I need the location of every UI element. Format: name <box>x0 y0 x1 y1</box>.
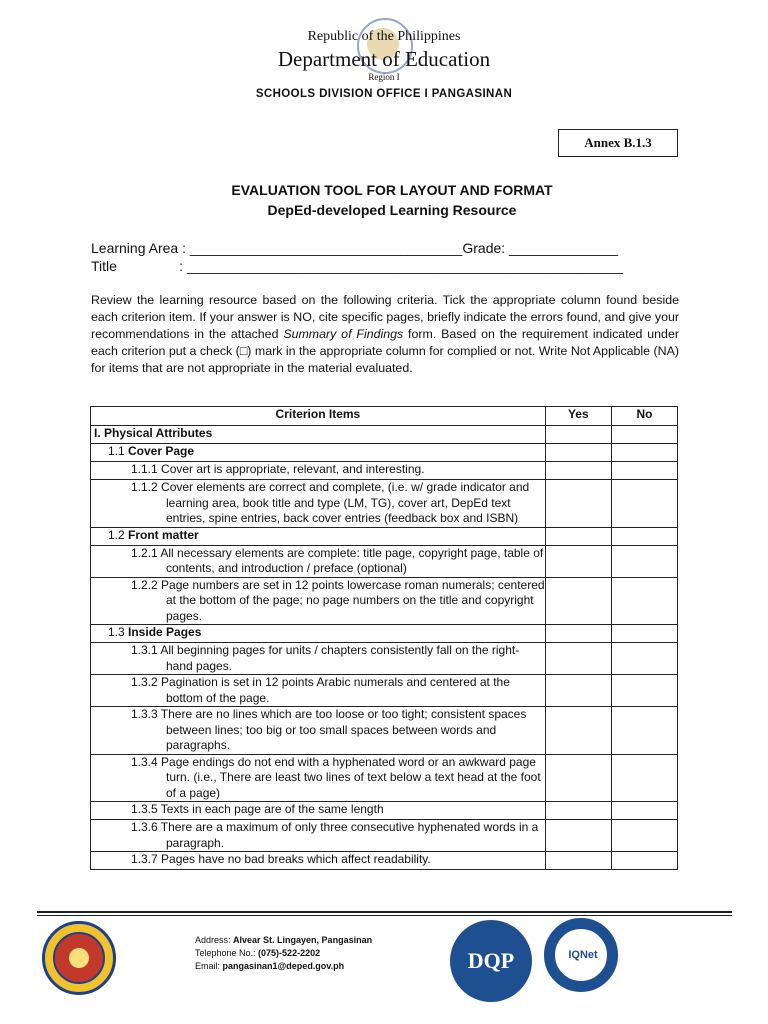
table-row <box>91 545 678 577</box>
no-cell[interactable] <box>611 707 677 755</box>
table-row <box>91 643 678 675</box>
department-heading: Department of Education <box>277 47 491 71</box>
phone-line: Telephone No.: (075)-522-2202 <box>195 948 321 958</box>
summary-of-findings-text: Summary of Findings <box>283 327 404 341</box>
table-row <box>91 527 678 545</box>
criterion-item: 1.2.2 Page numbers are set in 12 points lowercase roman numerals; centered at the bottom of the page; no page numbers on the title and copyright pages. <box>91 577 546 625</box>
contact-block <box>195 934 372 973</box>
subsection-inside-pages: 1.3 Inside Pages <box>91 625 546 643</box>
no-cell[interactable] <box>611 754 677 802</box>
yes-cell[interactable] <box>545 820 611 852</box>
table-row <box>91 577 678 625</box>
email-line: Email: pangasinan1@deped.gov.ph <box>195 961 345 971</box>
table-row <box>91 820 678 852</box>
table-row <box>91 625 678 643</box>
region-label: Region I <box>368 72 400 82</box>
criterion-item: 1.3.3 There are no lines which are too loose or too tight; consistent spaces between lines; too big or too small spaces between words and paragraphs. <box>91 707 546 755</box>
republic-heading: Republic of the Philippines <box>307 29 461 44</box>
yes-cell[interactable] <box>545 444 611 462</box>
title-field[interactable]: Title : ________________________________________________________ <box>91 258 623 274</box>
yes-cell[interactable] <box>545 527 611 545</box>
criteria-table <box>90 406 678 870</box>
no-cell[interactable] <box>611 820 677 852</box>
no-cell[interactable] <box>611 527 677 545</box>
yes-cell[interactable] <box>545 545 611 577</box>
iqnet-logo-icon: IQNet <box>544 918 618 992</box>
table-row <box>91 462 678 480</box>
yes-cell[interactable] <box>545 625 611 643</box>
subsection-cover-page: 1.1 Cover Page <box>91 444 546 462</box>
yes-cell[interactable] <box>545 426 611 444</box>
subsection-front-matter: 1.2 Front matter <box>91 527 546 545</box>
no-cell[interactable] <box>611 852 677 870</box>
no-cell[interactable] <box>611 480 677 528</box>
table-header-row <box>91 407 678 426</box>
sdo-pangasinan-logo-icon <box>42 921 116 995</box>
yes-cell[interactable] <box>545 802 611 820</box>
division-heading: SCHOOLS DIVISION OFFICE I PANGASINAN <box>255 88 513 100</box>
yes-cell[interactable] <box>545 480 611 528</box>
footer-divider <box>37 911 732 913</box>
criterion-item: 1.3.6 There are a maximum of only three consecutive hyphenated words in a paragraph. <box>91 820 546 852</box>
yes-cell[interactable] <box>545 707 611 755</box>
yes-cell[interactable] <box>545 675 611 707</box>
criterion-item: 1.2.1 All necessary elements are complete: title page, copyright page, table of contents, and introduction / preface (optional) <box>91 545 546 577</box>
no-cell[interactable] <box>611 625 677 643</box>
yes-cell[interactable] <box>545 852 611 870</box>
table-row <box>91 426 678 444</box>
document-title: EVALUATION TOOL FOR LAYOUT AND FORMAT <box>231 182 553 198</box>
table-row <box>91 852 678 870</box>
criterion-item: 1.1.2 Cover elements are correct and complete, (i.e. w/ grade indicator and learning area, book title and type (LM, TG), cover art, DepEd text entries, spine entries, back cover entries (feedback box and ISBN) <box>91 480 546 528</box>
no-cell[interactable] <box>611 462 677 480</box>
section-physical-attributes: I. Physical Attributes <box>91 426 546 444</box>
yes-cell[interactable] <box>545 462 611 480</box>
instructions-paragraph: Review the learning resource based on the following criteria. Tick the appropriate column found beside each criterion item. If your answer is NO, cite specific pages, briefly indicate the errors found, and give your recommendations in the attached Summary of Findings form. Based on the requirement indicated under each criterion put a check (□) mark in the appropriate column for complied or not. Write Not Applicable (NA) for items that are not appropriate in the material evaluated. <box>91 293 679 375</box>
learning-area-field[interactable]: Learning Area : ___________________________________Grade: ______________ <box>91 240 619 256</box>
header-no: No <box>611 407 677 426</box>
criterion-item: 1.1.1 Cover art is appropriate, relevant, and interesting. <box>91 462 546 480</box>
no-cell[interactable] <box>611 675 677 707</box>
header-criterion: Criterion Items <box>91 407 546 426</box>
criterion-item: 1.3.2 Pagination is set in 12 points Arabic numerals and centered at the bottom of the page. <box>91 675 546 707</box>
yes-cell[interactable] <box>545 643 611 675</box>
dqp-logo-icon: DQP <box>450 920 532 1002</box>
table-row <box>91 480 678 528</box>
table-row <box>91 802 678 820</box>
criterion-item: 1.3.1 All beginning pages for units / chapters consistently fall on the right-hand pages. <box>91 643 546 675</box>
annex-label: Annex B.1.3 <box>558 129 678 157</box>
table-row <box>91 707 678 755</box>
criterion-item: 1.3.5 Texts in each page are of the same length <box>91 802 546 820</box>
footer-divider-thin <box>37 915 732 916</box>
document-subtitle: DepEd-developed Learning Resource <box>267 202 517 218</box>
no-cell[interactable] <box>611 426 677 444</box>
no-cell[interactable] <box>611 577 677 625</box>
no-cell[interactable] <box>611 545 677 577</box>
table-row <box>91 675 678 707</box>
no-cell[interactable] <box>611 643 677 675</box>
criterion-item: 1.3.4 Page endings do not end with a hyphenated word or an awkward page turn. (i.e., There are least two lines of text below a text head at the foot of a page) <box>91 754 546 802</box>
yes-cell[interactable] <box>545 754 611 802</box>
criterion-item: 1.3.7 Pages have no bad breaks which affect readability. <box>91 852 546 870</box>
address-line: Address: Alvear St. Lingayen, Pangasinan <box>195 935 373 945</box>
yes-cell[interactable] <box>545 577 611 625</box>
table-row <box>91 754 678 802</box>
no-cell[interactable] <box>611 802 677 820</box>
no-cell[interactable] <box>611 444 677 462</box>
header-yes: Yes <box>545 407 611 426</box>
table-row <box>91 444 678 462</box>
